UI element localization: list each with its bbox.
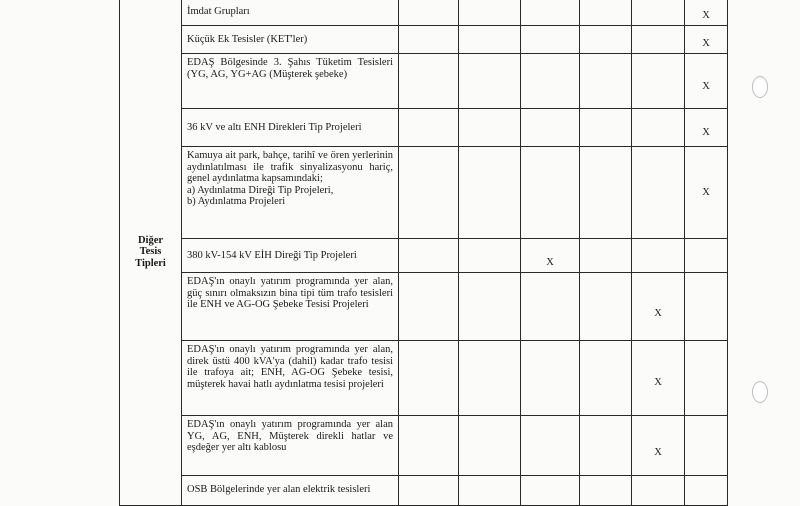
empty-cell [632,239,685,273]
empty-cell [685,239,728,273]
empty-cell [521,0,580,26]
empty-cell [521,109,580,147]
empty-cell [632,54,685,109]
empty-cell [459,341,521,416]
row-description: Küçük Ek Tesisler (KET'ler) [182,26,399,54]
category-label: Diğer Tesis Tipleri [135,234,166,269]
empty-cell [399,109,459,147]
empty-cell [459,26,521,54]
empty-cell [521,26,580,54]
x-mark: X [685,0,728,26]
empty-cell [685,273,728,341]
empty-cell [580,109,632,147]
empty-cell [399,341,459,416]
empty-cell [580,26,632,54]
empty-cell [399,26,459,54]
x-mark: X [685,54,728,109]
empty-cell [459,239,521,273]
x-mark: X [632,416,685,476]
row-description [182,147,399,239]
empty-cell [459,147,521,239]
empty-cell [521,147,580,239]
x-mark: X [632,273,685,341]
empty-cell [459,54,521,109]
empty-cell [580,239,632,273]
empty-cell [521,273,580,341]
row-description: EDAŞ'ın onaylı yatırım programında yer alan YG, AG, ENH, Müşterek direkli hatlar ve eşdeğer yer altı kablosu [182,416,399,476]
empty-cell [521,54,580,109]
category-cell [120,0,182,506]
x-mark: X [685,147,728,239]
empty-cell [399,273,459,341]
empty-cell [632,0,685,26]
empty-cell [580,0,632,26]
empty-cell [399,416,459,476]
empty-cell [521,341,580,416]
row-description: EDAŞ'ın onaylı yatırım programında yer alan, güç sınırı olmaksızın bina tipi tüm trafo tesisleri ile ENH ve AG-OG Şebeke Tesisi Projeleri [182,273,399,341]
x-mark: X [685,26,728,54]
empty-cell [580,147,632,239]
empty-cell [580,54,632,109]
empty-cell [632,147,685,239]
row-description: 380 kV-154 kV EİH Direği Tip Projeleri [182,239,399,273]
binder-hole [752,381,768,403]
x-mark: X [632,341,685,416]
empty-cell [399,239,459,273]
empty-cell [459,273,521,341]
empty-cell [632,26,685,54]
empty-cell [580,416,632,476]
row-description: 36 kV ve altı ENH Direkleri Tip Projeleri [182,109,399,147]
empty-cell [399,147,459,239]
document-table [119,0,728,506]
empty-cell [521,416,580,476]
row-description: OSB Bölgelerinde yer alan elektrik tesisleri [182,476,399,506]
empty-cell [399,54,459,109]
empty-cell [399,0,459,26]
empty-cell [459,109,521,147]
empty-cell [580,341,632,416]
empty-cell [580,273,632,341]
row-description: İmdat Grupları [182,0,399,26]
empty-cell [459,416,521,476]
x-mark: X [685,109,728,147]
binder-hole [752,76,768,98]
row-description: EDAŞ Bölgesinde 3. Şahıs Tüketim Tesisleri (YG, AG, YG+AG (Müşterek şebeke) [182,54,399,109]
row-description: EDAŞ'ın onaylı yatırım programında yer alan, direk üstü 400 kVA'ya (dahil) kadar trafo tesisi ile trafoya ait; ENH, AG-OG Şebeke tesisi, müşterek havai hatlı aydınlatma tesisi projeleri [182,341,399,416]
empty-cell [632,109,685,147]
empty-cell [459,0,521,26]
x-mark: X [521,239,580,273]
empty-cell [685,416,728,476]
row-description-text: Kamuya ait park, bahçe, tarihî ve ören yerlerinin aydınlatılması ile trafik sinyalizasyonu hariç, genel aydınlatma kapsamındaki; a) Aydınlatma Direği Tip Projeleri, b) Aydınlatma Projeleri [187,150,393,207]
empty-cell [685,341,728,416]
